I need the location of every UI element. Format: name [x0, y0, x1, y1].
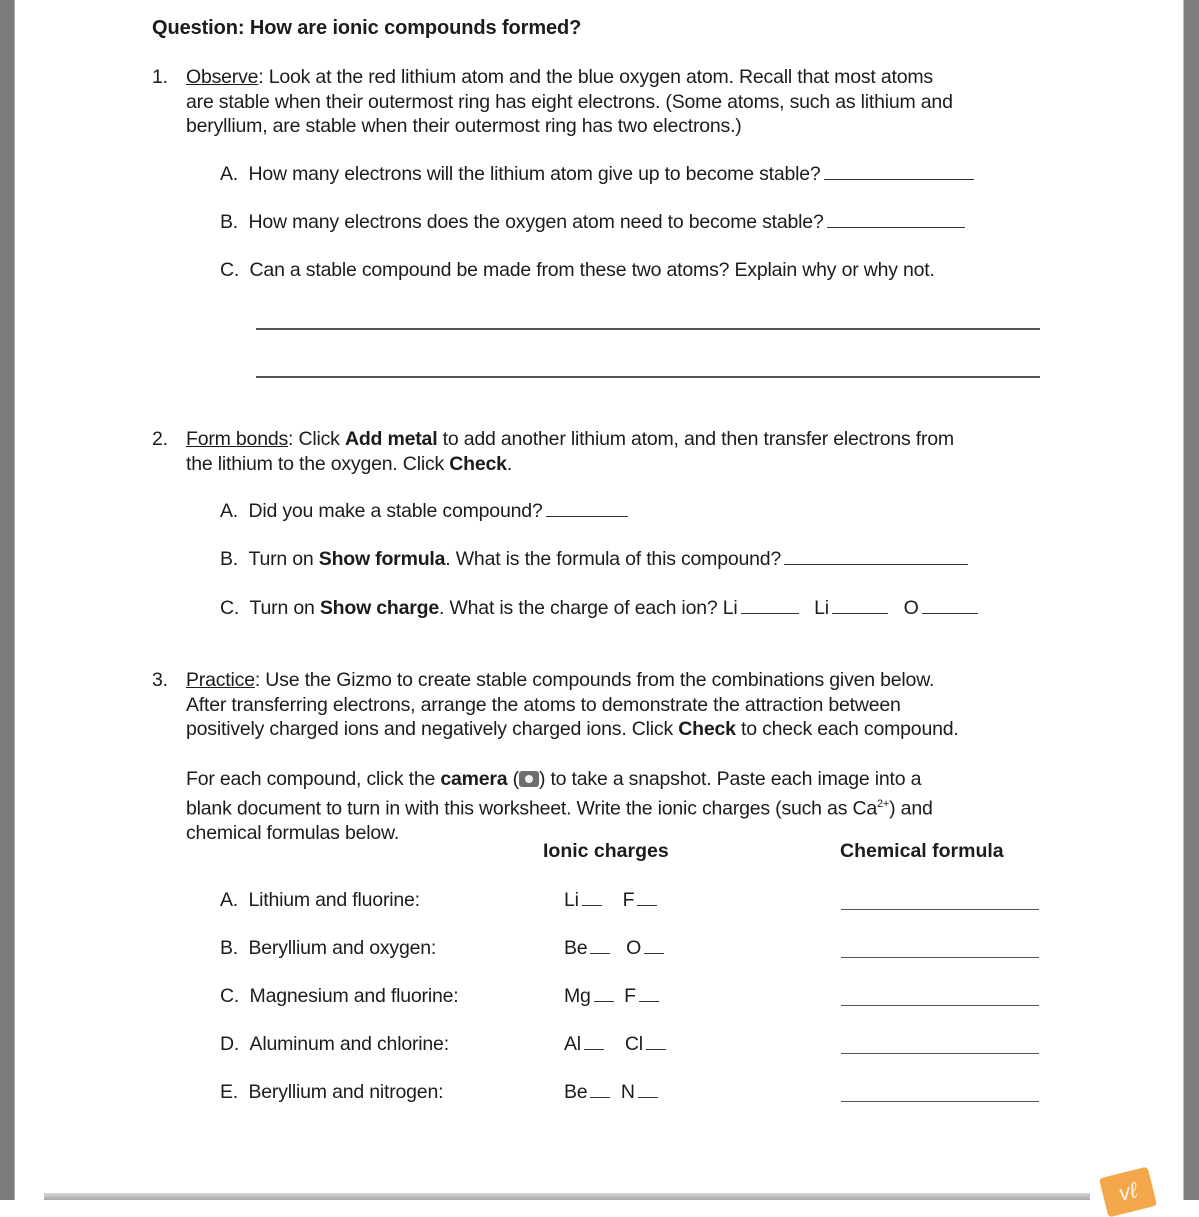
answer-blank[interactable]	[638, 1080, 658, 1098]
answer-blank[interactable]	[582, 888, 602, 906]
q1-part-a: A. How many electrons will the lithium atom give up to become stable?	[220, 162, 974, 187]
formula-answer-line[interactable]	[841, 957, 1039, 958]
answer-blank[interactable]	[590, 1080, 610, 1098]
q1-label: Observe	[186, 66, 259, 88]
q1-text: Observe: Look at the red lithium atom and the blue oxygen atom. Recall that most atoms are stable when their outermost ring has eight electrons. (Some atoms, such as lithium and beryllium, are stable when their outermost ring has two electrons.)	[186, 66, 953, 137]
q3-text: Practice: Use the Gizmo to create stable compounds from the combinations given below. After transferring electrons, arrange the atoms to demonstrate the attraction between positively charged ions and negatively charged ions. Click Check to check each compound.	[186, 669, 959, 740]
camera-icon	[519, 771, 539, 787]
chemical-formula-header: Chemical formula	[840, 840, 1004, 862]
answer-line[interactable]	[256, 376, 1040, 378]
q1-number: 1.	[152, 66, 168, 88]
answer-blank[interactable]	[584, 1032, 604, 1050]
answer-blank[interactable]	[546, 499, 628, 517]
viewer-right-frame	[1183, 0, 1199, 1200]
formula-answer-line[interactable]	[841, 909, 1039, 910]
table-row: B. Beryllium and oxygen:	[220, 937, 437, 959]
answer-blank[interactable]	[922, 596, 978, 614]
q3-label: Practice	[186, 669, 255, 691]
answer-blank[interactable]	[784, 547, 968, 565]
formula-answer-line[interactable]	[841, 1053, 1039, 1054]
viewer-left-frame	[0, 0, 15, 1200]
answer-blank[interactable]	[827, 210, 965, 228]
ionic-charge-cell: Be O	[564, 936, 664, 961]
q2-part-a: A. Did you make a stable compound?	[220, 499, 628, 524]
page-title: Question: How are ionic compounds formed?	[152, 17, 582, 39]
table-row: A. Lithium and fluorine:	[220, 889, 420, 911]
formula-answer-line[interactable]	[841, 1101, 1039, 1102]
q3-instructions: For each compound, click the camera ( ) to take a snapshot. Paste each image into a blank document to turn in with this worksheet. Write the ionic charges (such as $Ca^{2+}$) and chemical formulas below.	[186, 768, 933, 844]
answer-blank[interactable]	[741, 596, 799, 614]
answer-blank[interactable]	[646, 1032, 666, 1050]
note-sticker-icon[interactable]: vℓ	[1099, 1167, 1157, 1217]
q3-number: 3.	[152, 669, 168, 691]
answer-blank[interactable]	[590, 936, 610, 954]
table-row: E. Beryllium and nitrogen:	[220, 1081, 444, 1103]
table-row: C. Magnesium and fluorine:	[220, 985, 459, 1007]
formula-answer-line[interactable]	[841, 1005, 1039, 1006]
ionic-charge-cell: Mg F	[564, 984, 659, 1009]
answer-blank[interactable]	[644, 936, 664, 954]
table-row: D. Aluminum and chlorine:	[220, 1033, 449, 1055]
ionic-charge-cell: Al Cl	[564, 1032, 666, 1057]
q2-part-c: C. Turn on Show charge. What is the charge of each ion? Li Li O	[220, 596, 978, 621]
ionic-charges-header: Ionic charges	[543, 840, 669, 862]
q1-part-c: C. Can a stable compound be made from these two atoms? Explain why or why not.	[220, 259, 935, 281]
worksheet-page	[15, 0, 1183, 1206]
answer-blank[interactable]	[594, 984, 614, 1002]
q2-number: 2.	[152, 428, 168, 450]
answer-blank[interactable]	[824, 162, 974, 180]
q2-text: Form bonds: Click Add metal to add another lithium atom, and then transfer electrons from the lithium to the oxygen. Click Check.	[186, 428, 954, 475]
ionic-charge-cell: Be N	[564, 1080, 658, 1105]
ionic-charge-cell: Li F	[564, 888, 657, 913]
q1-part-b: B. How many electrons does the oxygen atom need to become stable?	[220, 210, 965, 235]
answer-line[interactable]	[256, 328, 1040, 330]
answer-blank[interactable]	[637, 888, 657, 906]
answer-blank[interactable]	[639, 984, 659, 1002]
answer-blank[interactable]	[832, 596, 888, 614]
q2-part-b: B. Turn on Show formula. What is the formula of this compound?	[220, 547, 968, 572]
q2-label: Form bonds	[186, 428, 289, 450]
horizontal-scrollbar[interactable]	[44, 1193, 1090, 1200]
